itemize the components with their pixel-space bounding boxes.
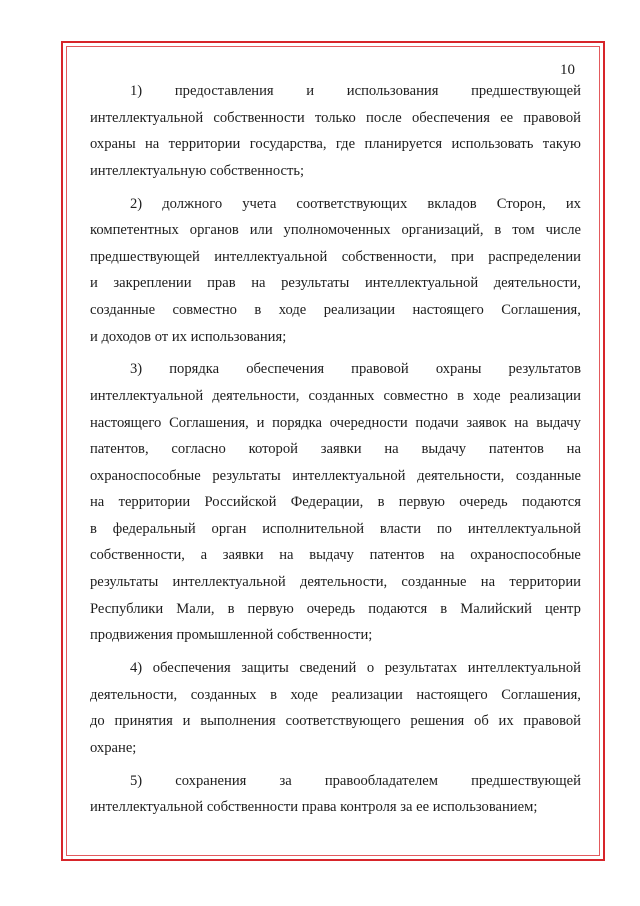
paragraph-line: до принятия и выполнения соответствующего решения об их правовой	[90, 713, 581, 730]
paragraph-line: интеллектуальную собственность;	[90, 162, 305, 179]
paragraph-item-4	[90, 655, 581, 761]
paragraph-line: настоящего Соглашения, и порядка очередности подачи заявок на выдачу	[90, 414, 581, 431]
paragraph-item-2	[90, 191, 581, 351]
paragraph-line: охраноспособные результаты интеллектуальной деятельности, созданные	[90, 467, 581, 484]
document-body	[90, 78, 581, 827]
paragraph-line: патентов, согласно которой заявки на выдачу патентов на	[90, 441, 581, 458]
paragraph-line: охраны на территории государства, где планируется использовать такую	[90, 136, 581, 153]
paragraph-line: деятельности, созданных в ходе реализации настоящего Соглашения,	[90, 686, 581, 703]
paragraph-line: интеллектуальной собственности только после обеспечения ее правовой	[90, 109, 581, 126]
paragraph-line: 3) порядка обеспечения правовой охраны результатов	[130, 361, 581, 378]
paragraph-line: результаты интеллектуальной деятельности, созданные на территории	[90, 574, 581, 591]
paragraph-item-1	[90, 78, 581, 184]
paragraph-line: и доходов от их использования;	[90, 328, 287, 345]
paragraph-line: интеллектуальной деятельности, созданных совместно в ходе реализации	[90, 387, 581, 404]
paragraph-line: продвижения промышленной собственности;	[90, 627, 373, 644]
paragraph-line: 4) обеспечения защиты сведений о результатах интеллектуальной	[130, 660, 581, 677]
paragraph-line: и закреплении прав на результаты интеллектуальной деятельности,	[90, 275, 581, 292]
paragraph-line: 5) сохранения за правообладателем предшествующей	[130, 772, 581, 789]
paragraph-line: в федеральный орган исполнительной власти по интеллектуальной	[90, 520, 581, 537]
paragraph-item-5	[90, 768, 581, 821]
paragraph-line: предшествующей интеллектуальной собственности, при распределении	[90, 248, 581, 265]
paragraph-line: интеллектуальной собственности права контроля за ее использованием;	[90, 799, 538, 816]
paragraph-line: 1) предоставления и использования предшествующей	[130, 83, 581, 99]
paragraph-line: компетентных органов или уполномоченных организаций, в том числе	[90, 222, 581, 239]
page-number: 10	[560, 62, 575, 78]
paragraph-line: Республики Мали, в первую очередь подаются в Малийский центр	[90, 600, 581, 617]
paragraph-line: на территории Российской Федерации, в первую очередь подаются	[90, 494, 581, 511]
paragraph-line: 2) должного учета соответствующих вкладов Сторон, их	[130, 195, 581, 212]
paragraph-line: охране;	[90, 739, 137, 756]
paragraph-line: собственности, а заявки на выдачу патентов на охраноспособные	[90, 547, 581, 564]
paragraph-item-3	[90, 356, 581, 649]
paragraph-line: созданные совместно в ходе реализации настоящего Соглашения,	[90, 301, 581, 318]
